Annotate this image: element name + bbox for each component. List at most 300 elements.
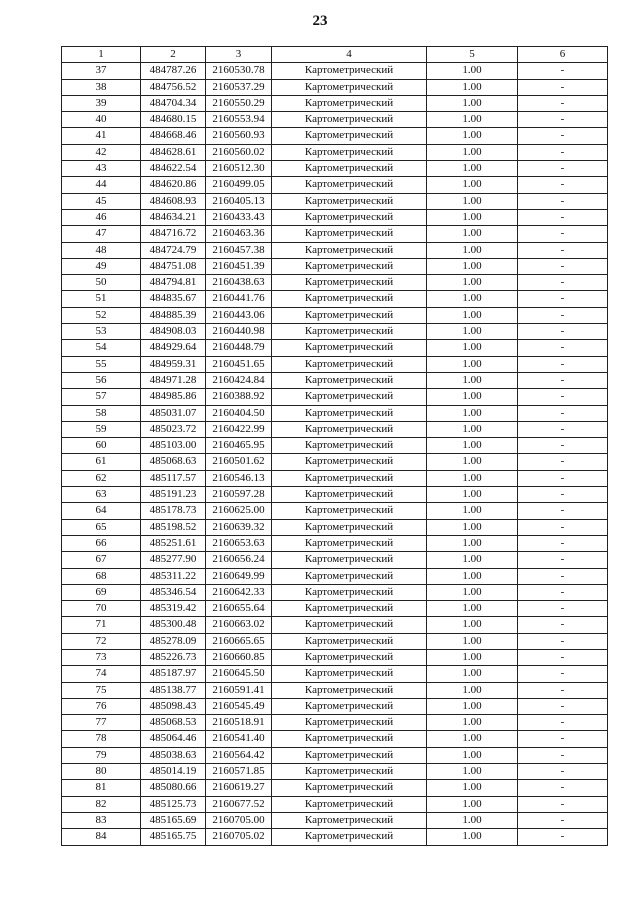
point-number-cell: 62: [62, 470, 141, 486]
x-coordinate-cell: 485278.09: [141, 633, 206, 649]
accuracy-cell: 1.00: [427, 63, 518, 79]
note-cell: -: [518, 454, 608, 470]
point-number-cell: 43: [62, 161, 141, 177]
method-cell: Картометрический: [272, 438, 427, 454]
page-number: 23: [312, 13, 328, 29]
note-cell: -: [518, 617, 608, 633]
accuracy-cell: 1.00: [427, 552, 518, 568]
method-cell: Картометрический: [272, 731, 427, 747]
table-row: [62, 242, 608, 258]
coordinates-table: [61, 46, 608, 846]
table-row: [62, 372, 608, 388]
point-number-cell: 65: [62, 519, 141, 535]
method-cell: Картометрический: [272, 193, 427, 209]
note-cell: -: [518, 584, 608, 600]
accuracy-cell: 1.00: [427, 601, 518, 617]
note-cell: -: [518, 128, 608, 144]
accuracy-cell: 1.00: [427, 144, 518, 160]
method-cell: Картометрический: [272, 764, 427, 780]
method-cell: Картометрический: [272, 829, 427, 845]
note-cell: -: [518, 552, 608, 568]
column-header-2: 2: [141, 47, 206, 63]
method-cell: Картометрический: [272, 470, 427, 486]
table-row: [62, 291, 608, 307]
y-coordinate-cell: 2160465.95: [206, 438, 272, 454]
method-cell: Картометрический: [272, 780, 427, 796]
point-number-cell: 71: [62, 617, 141, 633]
x-coordinate-cell: 485165.75: [141, 829, 206, 845]
y-coordinate-cell: 2160433.43: [206, 209, 272, 225]
point-number-cell: 46: [62, 209, 141, 225]
x-coordinate-cell: 484885.39: [141, 307, 206, 323]
table-row: [62, 503, 608, 519]
table-row: [62, 666, 608, 682]
note-cell: -: [518, 275, 608, 291]
table-row: [62, 193, 608, 209]
method-cell: Картометрический: [272, 649, 427, 665]
table-row: [62, 829, 608, 845]
x-coordinate-cell: 485023.72: [141, 421, 206, 437]
accuracy-cell: 1.00: [427, 307, 518, 323]
table-row: [62, 454, 608, 470]
accuracy-cell: 1.00: [427, 747, 518, 763]
y-coordinate-cell: 2160663.02: [206, 617, 272, 633]
y-coordinate-cell: 2160530.78: [206, 63, 272, 79]
note-cell: -: [518, 226, 608, 242]
method-cell: Картометрический: [272, 209, 427, 225]
y-coordinate-cell: 2160424.84: [206, 372, 272, 388]
table-row: [62, 258, 608, 274]
y-coordinate-cell: 2160639.32: [206, 519, 272, 535]
accuracy-cell: 1.00: [427, 258, 518, 274]
accuracy-cell: 1.00: [427, 568, 518, 584]
table-row: [62, 812, 608, 828]
table-row: [62, 731, 608, 747]
x-coordinate-cell: 485300.48: [141, 617, 206, 633]
method-cell: Картометрический: [272, 552, 427, 568]
table-row: [62, 128, 608, 144]
note-cell: -: [518, 209, 608, 225]
point-number-cell: 51: [62, 291, 141, 307]
note-cell: -: [518, 487, 608, 503]
y-coordinate-cell: 2160457.38: [206, 242, 272, 258]
x-coordinate-cell: 485319.42: [141, 601, 206, 617]
point-number-cell: 68: [62, 568, 141, 584]
table-row: [62, 307, 608, 323]
point-number-cell: 48: [62, 242, 141, 258]
point-number-cell: 38: [62, 79, 141, 95]
y-coordinate-cell: 2160443.06: [206, 307, 272, 323]
column-header-4: 4: [272, 47, 427, 63]
method-cell: Картометрический: [272, 584, 427, 600]
point-number-cell: 49: [62, 258, 141, 274]
point-number-cell: 64: [62, 503, 141, 519]
method-cell: Картометрический: [272, 421, 427, 437]
x-coordinate-cell: 484724.79: [141, 242, 206, 258]
table-header-row: [62, 47, 608, 63]
point-number-cell: 80: [62, 764, 141, 780]
note-cell: -: [518, 829, 608, 845]
accuracy-cell: 1.00: [427, 128, 518, 144]
accuracy-cell: 1.00: [427, 829, 518, 845]
y-coordinate-cell: 2160545.49: [206, 698, 272, 714]
column-header-1: 1: [62, 47, 141, 63]
y-coordinate-cell: 2160404.50: [206, 405, 272, 421]
point-number-cell: 73: [62, 649, 141, 665]
method-cell: Картометрический: [272, 812, 427, 828]
method-cell: Картометрический: [272, 796, 427, 812]
accuracy-cell: 1.00: [427, 682, 518, 698]
method-cell: Картометрический: [272, 682, 427, 698]
method-cell: Картометрический: [272, 487, 427, 503]
note-cell: -: [518, 747, 608, 763]
column-header-5: 5: [427, 47, 518, 63]
accuracy-cell: 1.00: [427, 666, 518, 682]
method-cell: Картометрический: [272, 95, 427, 111]
table-row: [62, 796, 608, 812]
y-coordinate-cell: 2160441.76: [206, 291, 272, 307]
method-cell: Картометрический: [272, 258, 427, 274]
method-cell: Картометрический: [272, 519, 427, 535]
note-cell: -: [518, 731, 608, 747]
accuracy-cell: 1.00: [427, 698, 518, 714]
point-number-cell: 75: [62, 682, 141, 698]
note-cell: -: [518, 389, 608, 405]
accuracy-cell: 1.00: [427, 731, 518, 747]
accuracy-cell: 1.00: [427, 438, 518, 454]
y-coordinate-cell: 2160553.94: [206, 112, 272, 128]
table-row: [62, 698, 608, 714]
method-cell: Картометрический: [272, 161, 427, 177]
x-coordinate-cell: 485117.57: [141, 470, 206, 486]
table-row: [62, 405, 608, 421]
x-coordinate-cell: 485014.19: [141, 764, 206, 780]
x-coordinate-cell: 484620.86: [141, 177, 206, 193]
note-cell: -: [518, 242, 608, 258]
x-coordinate-cell: 485125.73: [141, 796, 206, 812]
y-coordinate-cell: 2160405.13: [206, 193, 272, 209]
accuracy-cell: 1.00: [427, 584, 518, 600]
accuracy-cell: 1.00: [427, 454, 518, 470]
point-number-cell: 72: [62, 633, 141, 649]
note-cell: -: [518, 568, 608, 584]
point-number-cell: 58: [62, 405, 141, 421]
y-coordinate-cell: 2160541.40: [206, 731, 272, 747]
point-number-cell: 47: [62, 226, 141, 242]
y-coordinate-cell: 2160564.42: [206, 747, 272, 763]
table-row: [62, 421, 608, 437]
table-row: [62, 568, 608, 584]
x-coordinate-cell: 484756.52: [141, 79, 206, 95]
point-number-cell: 53: [62, 324, 141, 340]
note-cell: -: [518, 177, 608, 193]
method-cell: Картометрический: [272, 633, 427, 649]
y-coordinate-cell: 2160656.24: [206, 552, 272, 568]
x-coordinate-cell: 485098.43: [141, 698, 206, 714]
accuracy-cell: 1.00: [427, 193, 518, 209]
table-row: [62, 79, 608, 95]
accuracy-cell: 1.00: [427, 796, 518, 812]
y-coordinate-cell: 2160518.91: [206, 715, 272, 731]
x-coordinate-cell: 484908.03: [141, 324, 206, 340]
method-cell: Картометрический: [272, 79, 427, 95]
table-row: [62, 715, 608, 731]
y-coordinate-cell: 2160463.36: [206, 226, 272, 242]
y-coordinate-cell: 2160645.50: [206, 666, 272, 682]
method-cell: Картометрический: [272, 666, 427, 682]
table-row: [62, 356, 608, 372]
note-cell: -: [518, 764, 608, 780]
note-cell: -: [518, 666, 608, 682]
y-coordinate-cell: 2160546.13: [206, 470, 272, 486]
x-coordinate-cell: 485187.97: [141, 666, 206, 682]
point-number-cell: 79: [62, 747, 141, 763]
point-number-cell: 39: [62, 95, 141, 111]
method-cell: Картометрический: [272, 535, 427, 551]
table-row: [62, 601, 608, 617]
y-coordinate-cell: 2160451.39: [206, 258, 272, 274]
method-cell: Картометрический: [272, 715, 427, 731]
x-coordinate-cell: 484835.67: [141, 291, 206, 307]
point-number-cell: 84: [62, 829, 141, 845]
x-coordinate-cell: 485080.66: [141, 780, 206, 796]
accuracy-cell: 1.00: [427, 209, 518, 225]
y-coordinate-cell: 2160560.93: [206, 128, 272, 144]
method-cell: Картометрический: [272, 307, 427, 323]
accuracy-cell: 1.00: [427, 356, 518, 372]
point-number-cell: 50: [62, 275, 141, 291]
accuracy-cell: 1.00: [427, 764, 518, 780]
table-row: [62, 470, 608, 486]
table-row: [62, 487, 608, 503]
table-row: [62, 112, 608, 128]
point-number-cell: 77: [62, 715, 141, 731]
accuracy-cell: 1.00: [427, 226, 518, 242]
y-coordinate-cell: 2160625.00: [206, 503, 272, 519]
method-cell: Картометрический: [272, 177, 427, 193]
y-coordinate-cell: 2160677.52: [206, 796, 272, 812]
accuracy-cell: 1.00: [427, 487, 518, 503]
accuracy-cell: 1.00: [427, 405, 518, 421]
accuracy-cell: 1.00: [427, 470, 518, 486]
table-row: [62, 324, 608, 340]
table-row: [62, 144, 608, 160]
method-cell: Картометрический: [272, 601, 427, 617]
accuracy-cell: 1.00: [427, 79, 518, 95]
y-coordinate-cell: 2160537.29: [206, 79, 272, 95]
point-number-cell: 40: [62, 112, 141, 128]
y-coordinate-cell: 2160501.62: [206, 454, 272, 470]
method-cell: Картометрический: [272, 63, 427, 79]
y-coordinate-cell: 2160499.05: [206, 177, 272, 193]
y-coordinate-cell: 2160597.28: [206, 487, 272, 503]
note-cell: -: [518, 79, 608, 95]
method-cell: Картометрический: [272, 698, 427, 714]
x-coordinate-cell: 484608.93: [141, 193, 206, 209]
accuracy-cell: 1.00: [427, 633, 518, 649]
table-row: [62, 649, 608, 665]
y-coordinate-cell: 2160591.41: [206, 682, 272, 698]
y-coordinate-cell: 2160388.92: [206, 389, 272, 405]
accuracy-cell: 1.00: [427, 503, 518, 519]
y-coordinate-cell: 2160653.63: [206, 535, 272, 551]
note-cell: -: [518, 780, 608, 796]
note-cell: -: [518, 144, 608, 160]
accuracy-cell: 1.00: [427, 535, 518, 551]
note-cell: -: [518, 324, 608, 340]
x-coordinate-cell: 484971.28: [141, 372, 206, 388]
y-coordinate-cell: 2160451.65: [206, 356, 272, 372]
note-cell: -: [518, 698, 608, 714]
table-row: [62, 519, 608, 535]
point-number-cell: 45: [62, 193, 141, 209]
table-row: [62, 552, 608, 568]
method-cell: Картометрический: [272, 568, 427, 584]
table-row: [62, 617, 608, 633]
method-cell: Картометрический: [272, 324, 427, 340]
y-coordinate-cell: 2160649.99: [206, 568, 272, 584]
x-coordinate-cell: 484985.86: [141, 389, 206, 405]
point-number-cell: 55: [62, 356, 141, 372]
note-cell: -: [518, 503, 608, 519]
accuracy-cell: 1.00: [427, 519, 518, 535]
x-coordinate-cell: 485226.73: [141, 649, 206, 665]
note-cell: -: [518, 307, 608, 323]
note-cell: -: [518, 438, 608, 454]
table-row: [62, 535, 608, 551]
note-cell: -: [518, 470, 608, 486]
x-coordinate-cell: 484622.54: [141, 161, 206, 177]
point-number-cell: 59: [62, 421, 141, 437]
table-body: [62, 63, 608, 845]
x-coordinate-cell: 485178.73: [141, 503, 206, 519]
point-number-cell: 83: [62, 812, 141, 828]
accuracy-cell: 1.00: [427, 324, 518, 340]
table-row: [62, 177, 608, 193]
note-cell: -: [518, 193, 608, 209]
note-cell: -: [518, 682, 608, 698]
point-number-cell: 42: [62, 144, 141, 160]
accuracy-cell: 1.00: [427, 389, 518, 405]
table-row: [62, 275, 608, 291]
y-coordinate-cell: 2160665.65: [206, 633, 272, 649]
y-coordinate-cell: 2160448.79: [206, 340, 272, 356]
x-coordinate-cell: 484634.21: [141, 209, 206, 225]
y-coordinate-cell: 2160655.64: [206, 601, 272, 617]
accuracy-cell: 1.00: [427, 372, 518, 388]
accuracy-cell: 1.00: [427, 291, 518, 307]
method-cell: Картометрический: [272, 128, 427, 144]
x-coordinate-cell: 485277.90: [141, 552, 206, 568]
accuracy-cell: 1.00: [427, 812, 518, 828]
note-cell: -: [518, 95, 608, 111]
table-row: [62, 161, 608, 177]
table-row: [62, 63, 608, 79]
method-cell: Картометрический: [272, 291, 427, 307]
note-cell: -: [518, 258, 608, 274]
table-row: [62, 226, 608, 242]
table-row: [62, 209, 608, 225]
method-cell: Картометрический: [272, 405, 427, 421]
y-coordinate-cell: 2160619.27: [206, 780, 272, 796]
point-number-cell: 67: [62, 552, 141, 568]
x-coordinate-cell: 485346.54: [141, 584, 206, 600]
x-coordinate-cell: 484787.26: [141, 63, 206, 79]
point-number-cell: 63: [62, 487, 141, 503]
note-cell: -: [518, 112, 608, 128]
accuracy-cell: 1.00: [427, 421, 518, 437]
note-cell: -: [518, 601, 608, 617]
x-coordinate-cell: 485191.23: [141, 487, 206, 503]
note-cell: -: [518, 161, 608, 177]
point-number-cell: 70: [62, 601, 141, 617]
method-cell: Картометрический: [272, 617, 427, 633]
point-number-cell: 60: [62, 438, 141, 454]
x-coordinate-cell: 484628.61: [141, 144, 206, 160]
x-coordinate-cell: 485031.07: [141, 405, 206, 421]
accuracy-cell: 1.00: [427, 161, 518, 177]
y-coordinate-cell: 2160642.33: [206, 584, 272, 600]
method-cell: Картометрический: [272, 747, 427, 763]
point-number-cell: 61: [62, 454, 141, 470]
accuracy-cell: 1.00: [427, 242, 518, 258]
point-number-cell: 52: [62, 307, 141, 323]
x-coordinate-cell: 485068.53: [141, 715, 206, 731]
point-number-cell: 57: [62, 389, 141, 405]
point-number-cell: 44: [62, 177, 141, 193]
y-coordinate-cell: 2160705.00: [206, 812, 272, 828]
note-cell: -: [518, 715, 608, 731]
table-row: [62, 584, 608, 600]
table-row: [62, 95, 608, 111]
column-header-3: 3: [206, 47, 272, 63]
accuracy-cell: 1.00: [427, 95, 518, 111]
method-cell: Картометрический: [272, 226, 427, 242]
point-number-cell: 69: [62, 584, 141, 600]
point-number-cell: 82: [62, 796, 141, 812]
method-cell: Картометрический: [272, 144, 427, 160]
point-number-cell: 78: [62, 731, 141, 747]
note-cell: -: [518, 535, 608, 551]
note-cell: -: [518, 372, 608, 388]
x-coordinate-cell: 484794.81: [141, 275, 206, 291]
accuracy-cell: 1.00: [427, 780, 518, 796]
x-coordinate-cell: 484929.64: [141, 340, 206, 356]
method-cell: Картометрический: [272, 242, 427, 258]
method-cell: Картометрический: [272, 454, 427, 470]
x-coordinate-cell: 484751.08: [141, 258, 206, 274]
point-number-cell: 37: [62, 63, 141, 79]
note-cell: -: [518, 649, 608, 665]
column-header-6: 6: [518, 47, 608, 63]
method-cell: Картометрический: [272, 389, 427, 405]
table-row: [62, 747, 608, 763]
note-cell: -: [518, 405, 608, 421]
x-coordinate-cell: 485038.63: [141, 747, 206, 763]
accuracy-cell: 1.00: [427, 275, 518, 291]
accuracy-cell: 1.00: [427, 715, 518, 731]
accuracy-cell: 1.00: [427, 649, 518, 665]
method-cell: Картометрический: [272, 275, 427, 291]
accuracy-cell: 1.00: [427, 617, 518, 633]
method-cell: Картометрический: [272, 112, 427, 128]
point-number-cell: 56: [62, 372, 141, 388]
x-coordinate-cell: 484668.46: [141, 128, 206, 144]
point-number-cell: 76: [62, 698, 141, 714]
y-coordinate-cell: 2160440.98: [206, 324, 272, 340]
table-row: [62, 340, 608, 356]
x-coordinate-cell: 484704.34: [141, 95, 206, 111]
